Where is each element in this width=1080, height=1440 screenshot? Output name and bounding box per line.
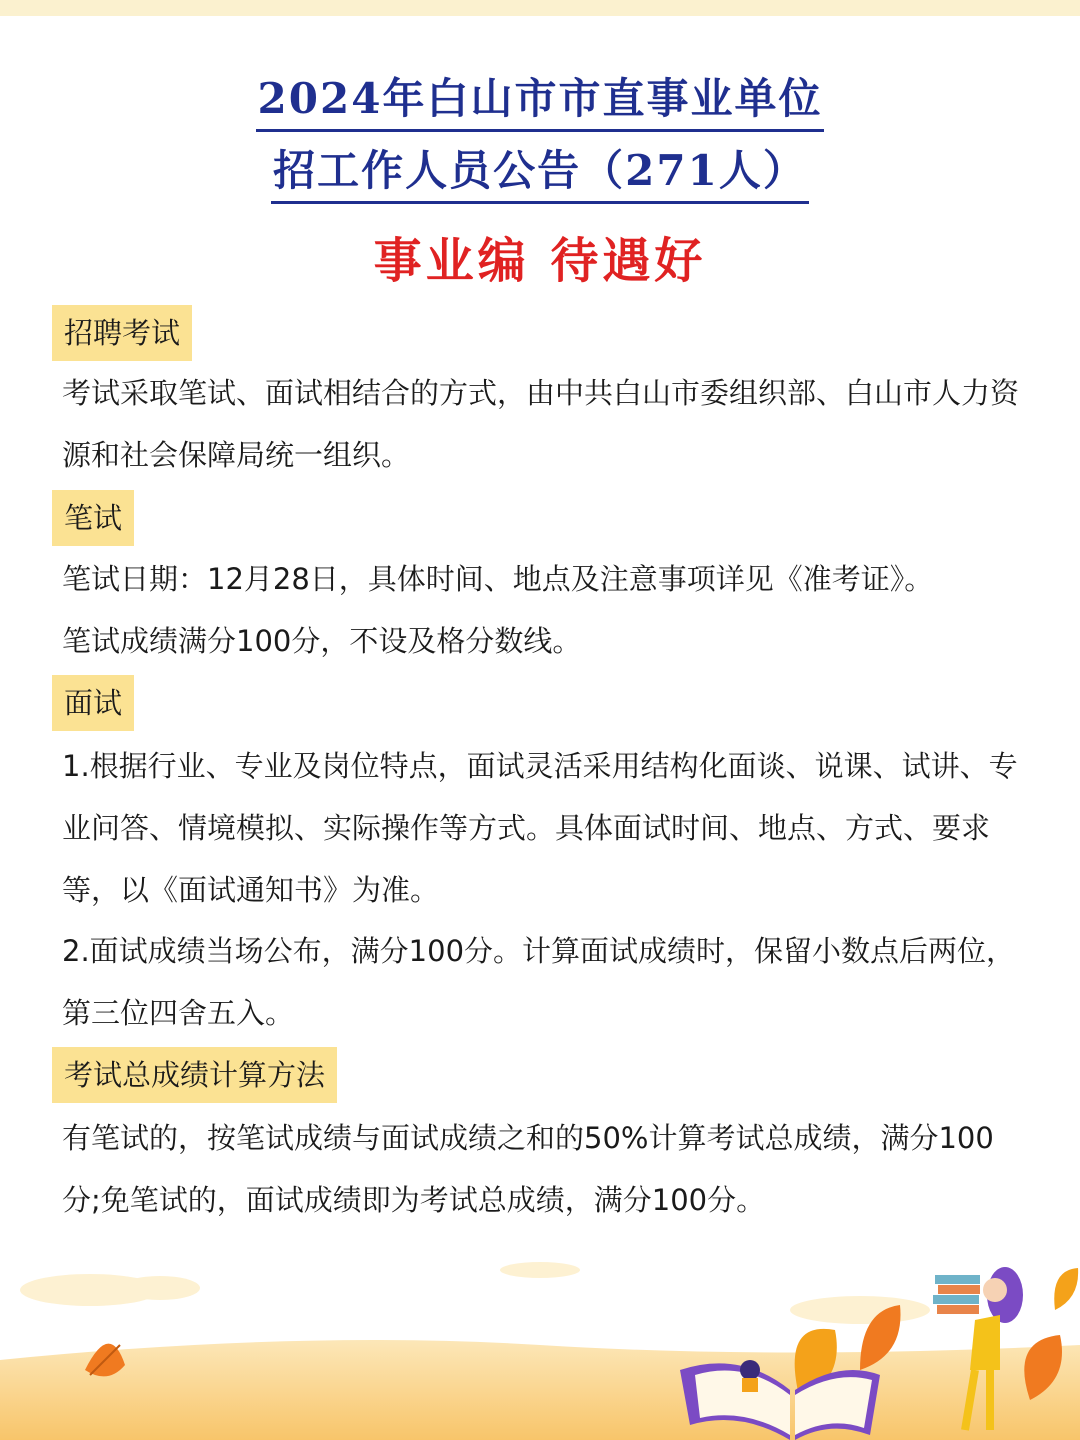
section-paragraph: 笔试日期：12月28日，具体时间、地点及注意事项详见《准考证》。 [62, 562, 934, 596]
section-paragraph: 考试采取笔试、面试相结合的方式，由中共白山市委组织部、白山市人力资源和社会保障局统一组织。 [62, 376, 1020, 472]
bottom-illustration [0, 1250, 1080, 1440]
title-line-2-text: 招工作人员公告（271人） [271, 146, 809, 204]
title-line-1-text: 2024年白山市市直事业单位 [256, 74, 825, 132]
section-heading-total-score-method: 考试总成绩计算方法 [52, 1047, 337, 1103]
top-strip [0, 0, 1080, 16]
section-paragraph: 1.根据行业、专业及岗位特点，面试灵活采用结构化面谈、说课、试讲、专业问答、情境模拟、实际操作等方式。具体面试时间、地点、方式、要求等，以《面试通知书》为准。 [62, 749, 1018, 907]
section-paragraph: 笔试成绩满分100分，不设及格分数线。 [62, 624, 582, 658]
subtitle: 事业编 待遇好 [373, 233, 707, 289]
title-line-1 [0, 66, 1080, 126]
section-paragraph: 2.面试成绩当场公布，满分100分。计算面试成绩时，保留小数点后两位，第三位四舍五入。 [62, 934, 1016, 1030]
cloud-icon [20, 1262, 930, 1324]
section-heading-written-exam: 笔试 [52, 490, 134, 546]
section-heading-recruitment-exam: 招聘考试 [52, 305, 192, 361]
title-line-2 [0, 138, 1080, 198]
section-heading-interview: 面试 [52, 675, 134, 731]
section-paragraph: 有笔试的，按笔试成绩与面试成绩之和的50%计算考试总成绩，满分100分;免笔试的，面试成绩即为考试总成绩，满分100分。 [62, 1121, 994, 1217]
